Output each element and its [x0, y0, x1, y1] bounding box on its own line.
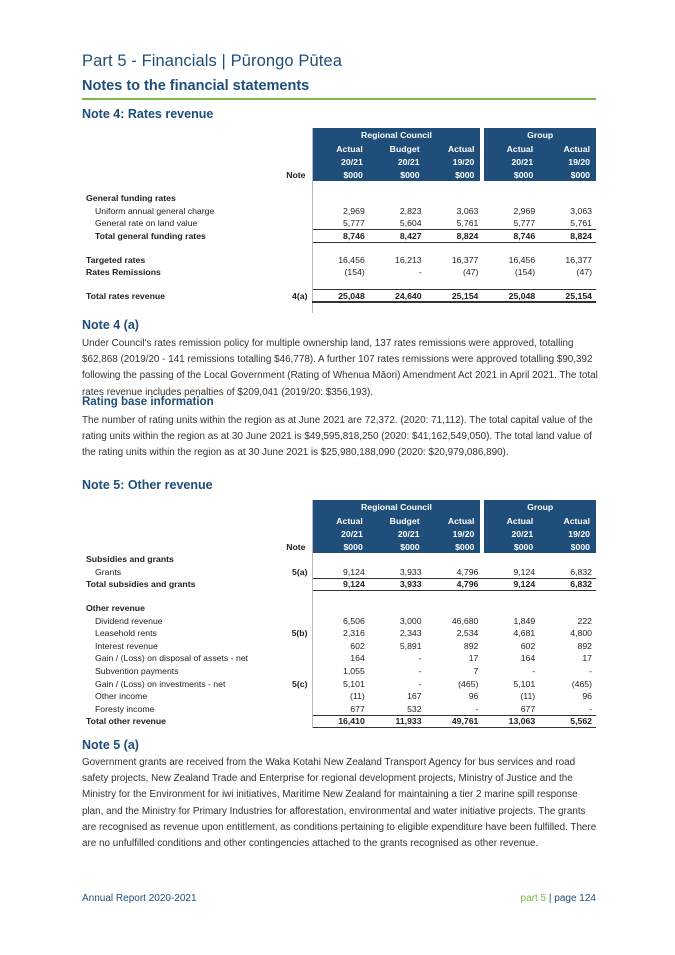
- table-row: Grants 5(a) 9,124 3,933 4,796 9,124 6,832: [95, 566, 592, 577]
- table-row: Leasehold rents 5(b) 2,316 2,343 2,534 4,681 4,800: [95, 628, 592, 639]
- table-row: Subsidies and grants: [82, 553, 596, 566]
- group-header-group: Group: [482, 128, 596, 142]
- footer-page-number: [521, 893, 596, 904]
- col-header: Actual: [426, 514, 483, 527]
- table-row: Interest revenue 602 5,891 892 602 892: [95, 640, 592, 651]
- notes-title: Notes to the financial statements: [82, 78, 310, 94]
- col-header: 19/20: [539, 527, 596, 540]
- note4a-heading: Note 4 (a): [82, 318, 139, 332]
- note-col-header: Note: [280, 540, 312, 553]
- table-row: Gain / (Loss) on disposal of assets - net 164 - 17 164 17: [95, 653, 592, 664]
- col-header: Actual: [312, 514, 369, 527]
- table-row: General rate on land value 5,777 5,604 5,761 5,777 5,761: [95, 218, 592, 229]
- part-title: Part 5 - Financials | Pūrongo Pūtea: [82, 52, 343, 70]
- col-header: Actual: [312, 142, 369, 155]
- col-header: 20/21: [369, 155, 426, 168]
- col-header: Actual: [539, 514, 596, 527]
- title-divider: [82, 98, 596, 100]
- table-row: Other revenue: [82, 602, 596, 615]
- table-row: General funding rates: [82, 192, 596, 205]
- col-header: Budget: [369, 142, 426, 155]
- col-header: $000: [369, 540, 426, 553]
- table-row: Uniform annual general charge 2,969 2,823 3,063 2,969 3,063: [95, 205, 592, 216]
- col-header: 20/21: [312, 155, 369, 168]
- note4-heading: Note 4: Rates revenue: [82, 107, 214, 121]
- col-header: Budget: [369, 514, 426, 527]
- table-row: Targeted rates 16,456 16,213 16,377 16,456 16,377: [86, 254, 592, 265]
- note5a-text: Government grants are received from the Waka Kotahi New Zealand Transport Agency for bus services and road safety projects, New Zealand Trade and Enterprise for regional development projects, Ministry of Justice and the Ministry for the Environment for iwi initiatives, Maritime New Zealand for maintaining a tier 2 marine spill response plan, and the Ministry for Primary Industries for afforestation, environmental and water initiative projects. The grants are recognised as revenue upon entitlement, as conditions pertaining to eligible expenditure have been fulfilled. There are no unfulfilled conditions and other contingencies attached to the grants recognised as other revenue.: [82, 757, 597, 850]
- col-header: $000: [426, 168, 483, 181]
- col-header: $000: [539, 168, 596, 181]
- col-header: $000: [539, 540, 596, 553]
- col-header: Actual: [539, 142, 596, 155]
- col-header: 20/21: [482, 155, 539, 168]
- col-header: 20/21: [369, 527, 426, 540]
- col-header: 20/21: [312, 527, 369, 540]
- col-header: 19/20: [426, 527, 483, 540]
- rating-base-text: The number of rating units within the region as at June 2021 are 72,372. (2020: 71,112). The total capital value of the rating units within the region as at 30 June 2021 is $49,595,818,250 (2020: $41,162,549,050). The total land value of the rating units within the region as at 30 June 2021 is $25,980,188,090 (2020: $20,979,086,890).: [82, 415, 593, 459]
- table-row: Other income (11) 167 96 (11) 96: [95, 691, 592, 702]
- group-header-regional-council: Regional Council: [312, 500, 482, 514]
- col-header: 19/20: [426, 155, 483, 168]
- group-header-group: Group: [482, 500, 596, 514]
- table-row: Gain / (Loss) on investments - net 5(c) 5,101 - (465) 5,101 (465): [95, 678, 592, 689]
- col-header: $000: [482, 540, 539, 553]
- col-header: 20/21: [482, 527, 539, 540]
- col-header: $000: [426, 540, 483, 553]
- table-row-total: Total general funding rates 8,746 8,427 8,824 8,746 8,824: [82, 230, 596, 243]
- col-header: Actual: [426, 142, 483, 155]
- col-header: $000: [369, 168, 426, 181]
- table-row: Foresty income 677 532 - 677 -: [95, 703, 592, 714]
- col-header: $000: [312, 168, 369, 181]
- footer-page: page 124: [554, 893, 596, 904]
- col-header: $000: [312, 540, 369, 553]
- col-header: 19/20: [539, 155, 596, 168]
- note5a-heading: Note 5 (a): [82, 738, 139, 752]
- table-row: Subvention payments 1,055 - 7 - -: [95, 666, 592, 677]
- note4a-text: Under Council's rates remission policy for multiple ownership land, 137 rates remissions were approved, totalling $62,868 (2019/20 - 141 remissions totalling $46,778). A further 107 rates remissions were approved totalling $90,392 following the passing of the Local Government (Rating of Whenua Māori) Amendment Act 2021 in April 2021. The total rates revenue includes penalties of $209,041 (2019/20: $356,193).: [82, 338, 598, 398]
- table-row: Dividend revenue 6,506 3,000 46,680 1,849 222: [95, 615, 592, 626]
- table-row-total: Total other revenue 16,410 11,933 49,761 13,063 5,562: [82, 715, 596, 728]
- footer-separator: |: [548, 893, 552, 904]
- group-header-regional-council: Regional Council: [312, 128, 482, 142]
- col-header: Actual: [482, 514, 539, 527]
- rates-revenue-table: [82, 128, 596, 313]
- footer-part: part 5: [520, 893, 547, 904]
- table-row-total: Total subsidies and grants 9,124 3,933 4,796 9,124 6,832: [82, 578, 596, 591]
- table-row: Rates Remissions (154) - (47) (154) (47): [86, 267, 592, 278]
- table-row-total: Total rates revenue 4(a) 25,048 24,640 25,154 25,048 25,154: [82, 290, 596, 303]
- other-revenue-table: [82, 500, 596, 728]
- note5-heading: Note 5: Other revenue: [82, 478, 213, 492]
- col-header: Actual: [482, 142, 539, 155]
- footer-report-title: Annual Report 2020-2021: [82, 893, 197, 904]
- col-header: $000: [482, 168, 539, 181]
- note-col-header: Note: [280, 168, 312, 181]
- rating-base-heading: Rating base information: [82, 396, 214, 408]
